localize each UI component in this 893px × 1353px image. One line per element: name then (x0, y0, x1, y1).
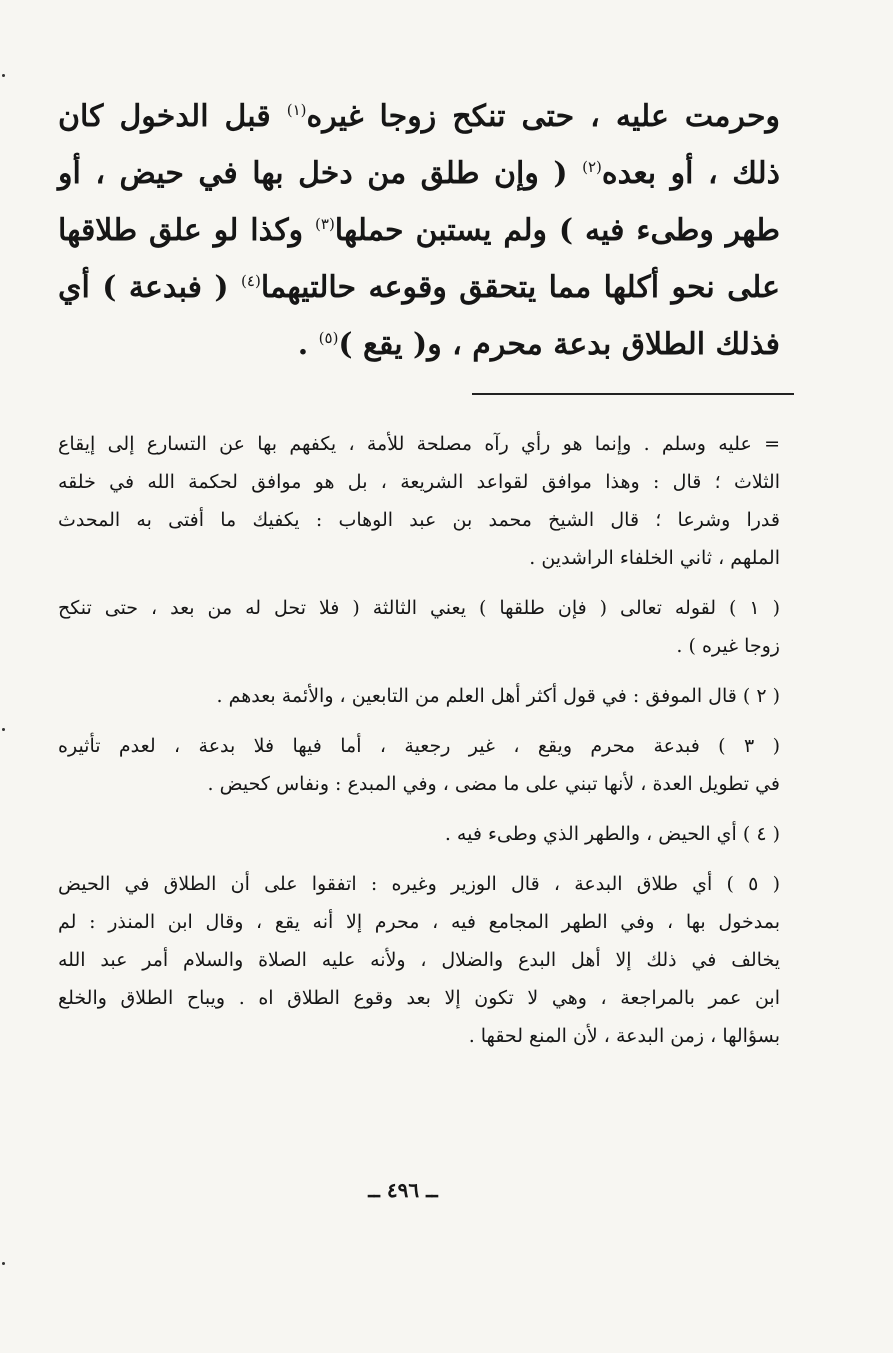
main-text (58, 88, 780, 373)
footnotes (58, 425, 780, 1067)
footnote-4: ( ٤ ) أي الحيض ، والطهر الذي وطىء فيه . (444, 823, 780, 845)
footnote-separator (472, 393, 794, 395)
scan-speck (2, 74, 5, 77)
page-number: ــ ٤٩٦ ــ (368, 1178, 438, 1202)
footnote-2: ( ٢ ) قال الموفق : في قول أكثر أهل العلم من التابعين ، والأئمة بعدهم . (216, 685, 780, 707)
footnote-mark-4: (٤) (241, 272, 261, 290)
footnote-5: ( ٥ ) أي طلاق البدعة ، قال الوزير وغيره : اتفقوا على أن الطلاق في الحيض بمدخول بها ، وفي الطهر المجامع فيه ، محرم إلا أنه يقع ، وقال ابن المنذر : لم يخالف في ذلك إلا أهل البدع والضلال ، ولأنه عليه الصلاة والسلام أمر عبد الله ابن عمر بالمراجعة ، وهي لا تكون إلا بعد وقوع الطلاق اه . ويباح الطلاق والخلع بسؤالها ، زمن البدعة ، لأن المنع لحقها . (58, 873, 780, 1047)
footnote-mark-5: (٥) (318, 329, 339, 347)
footnote-mark-3: (٣) (315, 215, 335, 233)
footnote-1: ( ١ ) لقوله تعالى ( فإن طلقها ) يعني الثالثة ( فلا تحل له من بعد ، حتى تنكح زوجا غيره ) . (58, 597, 781, 657)
footnote-mark-1: (١) (286, 101, 307, 119)
main-line-1: وحرمت عليه ، حتى تنكح زوجا غيره$^{(١)}$ قبل الدخول كان (58, 99, 780, 134)
footnote-3: ( ٣ ) فبدعة محرم ويقع ، غير رجعية ، أما فيها فلا بدعة ، لعدم تأثيره في تطويل العدة ، لأنها تبني على ما مضى ، وفي المبدع : ونفاس كحيض . (58, 735, 781, 795)
scan-speck (2, 728, 5, 731)
footnote-mark-2: (٢) (582, 158, 602, 176)
main-line-2: ذلك ، أو بعده$^{(٢)}$ ( وإن طلق من دخل بها في حيض ، أو (58, 156, 780, 191)
main-line-3: طهر وطىء فيه ) ولم يستبن حملها$^{(٣)}$ وكذا لو علق طلاقها (58, 213, 780, 248)
scan-speck (2, 1262, 5, 1265)
footnote-continuation: = عليه وسلم . وإنما هو رأي رآه مصلحة للأمة ، يكفهم بها عن التسارع إلى إيقاع الثلاث ؛ قال : وهذا موافق لقواعد الشريعة ، بل هو موافق لحكمة الله في خلقه قدرا وشرعا ؛ قال الشيخ محمد بن عبد الوهاب : يكفيك ما أفتى به المحدث الملهم ، ثاني الخلفاء الراشدين . (58, 433, 780, 569)
main-line-4: على نحو أكلها مما يتحقق وقوعه حالتيهما$^{(٤)}$ ( فبدعة ) أي (58, 270, 781, 305)
main-line-5: فذلك الطلاق بدعة محرم ، و( يقع )$^{(٥)}$ . (297, 327, 780, 362)
